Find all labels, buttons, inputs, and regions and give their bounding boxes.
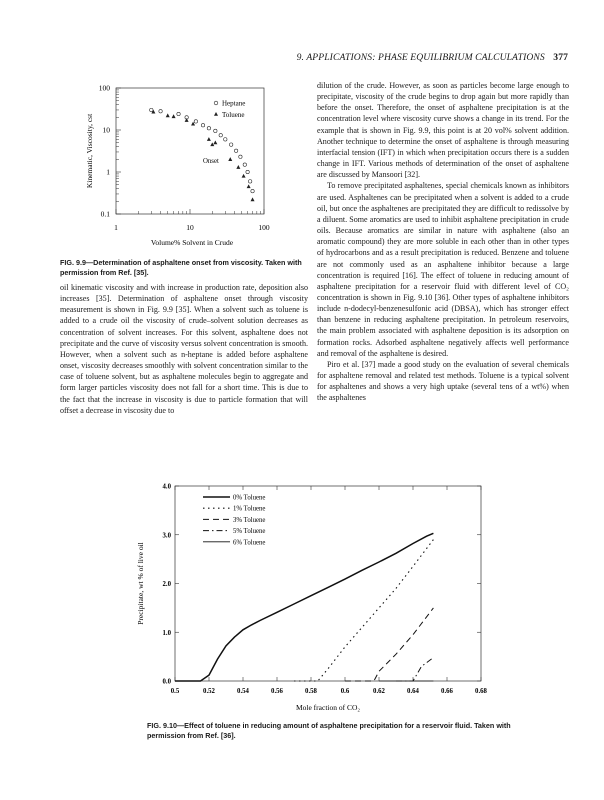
toluene-point — [185, 118, 189, 122]
plot-frame — [175, 486, 481, 681]
y-tick-label: 0.1 — [100, 209, 110, 219]
toluene-point — [210, 142, 214, 146]
heptane-point — [224, 138, 227, 141]
toluene-point — [166, 113, 170, 117]
toluene-point — [213, 140, 217, 144]
heptane-point — [201, 124, 204, 127]
left-column-text — [60, 282, 308, 416]
legend-label-2: 3% Toluene — [233, 516, 266, 524]
right-paragraph-3: Piro et al. [37] made a good study on the evaluation of several chemicals for asphaltene removal and related test methods. Toluene is a typical solvent for asphaltenes and shows a very high uptake (several tens of a wt%) when the asphaltenes — [317, 359, 569, 403]
header-title: 9. APPLICATIONS: PHASE EQUILIBRIUM CALCULATIONS — [296, 52, 545, 63]
x-tick-label: 0.58 — [305, 688, 317, 695]
heptane-point — [248, 180, 251, 183]
y-tick-label: 100 — [98, 83, 110, 93]
heptane-point — [194, 120, 197, 123]
legend-label-4: 6% Toluene — [233, 539, 266, 547]
heptane-point — [185, 116, 188, 119]
figure-9-10-caption: FIG. 9.10—Effect of toluene in reducing amount of asphaltene precipitation for a reservoir fluid. Taken with permission from Ref. [36]. — [147, 721, 511, 740]
y-axis-label: Kinematic, Viscosity, cst — [85, 113, 94, 189]
toluene-point — [242, 174, 246, 178]
x-axis-label: Volume% Solvent in Crude — [150, 238, 234, 247]
x-axis-label: Mole fraction of CO₂ — [295, 703, 361, 712]
running-header — [290, 52, 568, 63]
heptane-point — [243, 163, 246, 166]
heptane-point — [150, 108, 153, 111]
series-line-1 — [294, 540, 433, 681]
figure-9-9-caption: FIG. 9.9—Determination of asphaltene onset from viscosity. Taken with permission from Ref. [35]. — [60, 258, 302, 277]
x-tick-label: 0.52 — [203, 688, 215, 695]
toluene-point — [236, 165, 240, 169]
y-axis-label: Precipitate, wt % of live oil — [136, 542, 145, 625]
heptane-point — [177, 112, 180, 115]
heptane-point — [159, 110, 162, 113]
legend-label-1: 1% Toluene — [233, 505, 266, 513]
heptane-point — [207, 127, 210, 130]
x-tick-label: 10 — [186, 223, 194, 232]
series-line-0 — [175, 533, 433, 681]
heptane-point — [246, 170, 249, 173]
heptane-point — [239, 155, 242, 158]
page-number: 377 — [553, 52, 568, 63]
toluene-point — [251, 197, 255, 201]
x-tick-label: 0.5 — [170, 688, 180, 695]
toluene-point — [228, 157, 232, 161]
series-line-2 — [345, 608, 433, 681]
y-tick-label: 1 — [106, 167, 110, 177]
y-tick-label: 1.0 — [162, 629, 171, 637]
legend-heptane-marker — [214, 101, 218, 105]
right-column-text — [317, 80, 569, 404]
x-tick-label: 0.64 — [407, 688, 419, 695]
y-tick-label: 10 — [102, 125, 110, 135]
toluene-point — [172, 114, 176, 118]
y-tick-label: 2.0 — [162, 581, 171, 588]
right-paragraph-2: To remove precipitated asphaltenes, special chemicals known as inhibitors are used. Asphaltenes can be precipitated when a solvent is added to a crude oil, but once the asphaltenes are precipitated they are difficult to redissolve by a diluent. Some aromatics are used to inhibit asphaltene precipitation in crude oils. Because aromatics are similar in nature with asphaltene (also an aromatic compound) they are more soluble in each other than in other types of hydrocarbons and as a result precipitation is reduced. Benzene and toluene are not commonly used as an asphaltene inhibitor because a large concentration is required [16]. The effect of toluene in reducing amount of asphaltene precipitation for a reservoir fluid with different level of CO₂ concentration is shown in Fig. 9.10 [36]. Other types of asphaltene inhibitors include n-dodecyl-benzenesulfonic acid (DBSA), which has stronger effect than benzene in reducing asphaltene precipitation. In petroleum reservoirs, the main problem associated with asphaltene deposition is its adsorption on formation rocks. Adsorbed asphaltene negatively affects well performance and removal of the asphaltene is desired. — [317, 181, 569, 358]
legend-heptane-label: Heptane — [222, 99, 246, 108]
legend-label-0: 0% Toluene — [233, 494, 266, 502]
series-line-3 — [396, 658, 433, 681]
x-tick-label: 1 — [114, 223, 118, 232]
x-tick-label: 0.68 — [475, 688, 487, 695]
y-tick-label: 3.0 — [162, 532, 171, 540]
heptane-point — [219, 134, 222, 137]
heptane-point — [234, 149, 237, 152]
toluene-point — [247, 184, 251, 188]
heptane-point — [229, 143, 232, 146]
heptane-point — [214, 129, 217, 132]
x-tick-label: 0.54 — [237, 688, 249, 695]
x-tick-label: 0.62 — [373, 688, 385, 695]
right-paragraph-1: dilution of the crude. However, as soon as particles become large enough to precipitate, viscosity of the crude begins to drop again but more rapidly than before the onset. Therefore, the onset of asphaltene precipitation is at the concentration level where viscosity curve shows a change in its trend. For the example that is shown in Fig. 9.9, this point is at 20 vol% solvent addition. Another technique to determine the onset of asphaltene is through measuring interfacial tension (IFT) in which when precipitation occurs there is a sudden change in IFT. Various methods of determination of the onset of asphaltene are discussed by Mansoori [32]. — [317, 81, 569, 180]
x-tick-label: 100 — [258, 223, 270, 232]
y-tick-label: 4.0 — [162, 483, 171, 491]
toluene-point — [191, 122, 195, 126]
x-tick-label: 0.56 — [271, 688, 283, 695]
legend-toluene-marker — [214, 112, 218, 116]
left-paragraph: oil kinematic viscosity and with increase in production rate, deposition also increases [35]. Determination of asphaltene onset through viscosity measurement is shown in Fig. 9.9 [35]. When a solvent such as toluene is added to a crude oil the viscosity of crude–solvent solution decreases as concentration of solvent increases. For this solvent, asphaltene does not precipitate and the curve of viscosity versus solvent concentration is smooth. However, when a solvent such as n-heptane is added before asphaltene onset, viscosity decreases smoothly with solvent concentration similar to the case of toluene solvent, but as asphaltene molecules begin to aggregate and form larger particles viscosity does not fall for a short time. This is due to the fact that the increase in viscosity is due to particle formation that will offset a decrease in viscosity due to — [60, 283, 308, 415]
plot-frame — [116, 88, 264, 214]
x-tick-label: 0.66 — [441, 688, 453, 695]
heptane-point — [251, 189, 254, 192]
onset-annotation: Onset — [203, 158, 219, 165]
x-tick-label: 0.6 — [340, 688, 350, 695]
legend-toluene-label: Toluene — [222, 111, 245, 119]
y-tick-label: 0.0 — [162, 678, 171, 686]
toluene-point — [207, 137, 211, 141]
legend-label-3: 5% Toluene — [233, 528, 266, 536]
toluene-point — [151, 110, 155, 114]
